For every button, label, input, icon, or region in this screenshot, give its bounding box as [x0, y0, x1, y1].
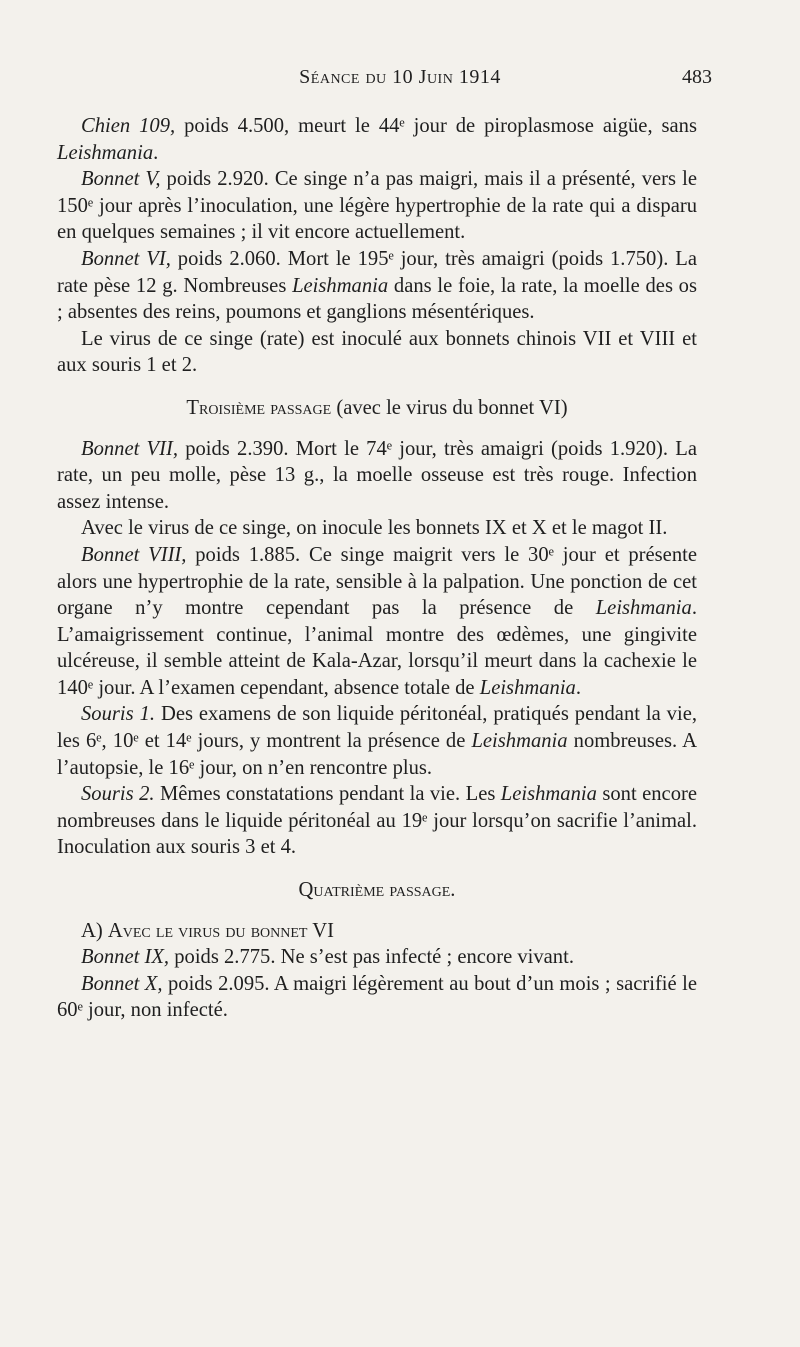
paragraph-chien-109: Chien 109, poids 4.500, meurt le 44ᵉ jour de piroplasmose aigüe, sans Leishmania.	[57, 115, 697, 164]
paragraph-bonnet-ix: Bonnet IX, poids 2.775. Ne s’est pas infecté ; encore vivant.	[81, 946, 574, 969]
page-header	[0, 66, 800, 96]
paragraph-bonnet-viii: Bonnet VIII, poids 1.885. Ce singe maigrit vers le 30ᵉ jour et présente alors une hypertrophie de la rate, sensible à la palpation. Une ponction de cet organe n’y montre cependant pas la présence de Leishmania. L’amaigrissement continue, l’animal montre des œdèmes, une gingivite ulcéreuse, il semble atteint de Kala-Azar, lorsqu’il meurt dans la cachexie le 140ᵉ jour. A l’examen cependant, absence totale de Leishmania.	[57, 543, 697, 699]
paragraph-bonnet-v: Bonnet V, poids 2.920. Ce singe n’a pas maigri, mais il a présenté, vers le 150ᵉ jour après l’inoculation, une légère hypertrophie de la rate qui a disparu en quelques semaines ; il vit encore actuellement.	[57, 168, 697, 244]
paragraph-souris-1: Souris 1. Des examens de son liquide péritonéal, pratiqués pendant la vie, les 6ᵉ, 10ᵉ et 14ᵉ jours, y montrent la présence de Leishmania nombreuses. A l’autopsie, le 16ᵉ jour, on n’en rencontre plus.	[57, 703, 698, 779]
paragraph-virus-singe: Avec le virus de ce singe, on inocule les bonnets IX et X et le magot II.	[81, 517, 668, 540]
paragraph-souris-2: Souris 2. Mêmes constatations pendant la vie. Les Leishmania sont encore nombreuses dans le liquide péritonéal au 19ᵉ jour lorsqu’on sacrifie l’animal. Inoculation aux souris 3 et 4.	[57, 783, 697, 859]
page-number: 483	[682, 66, 712, 88]
subsection-title-a: A) Avec le virus du bonnet VI	[81, 919, 334, 942]
section-title-troisieme-passage: Troisième passage (avec le virus du bonnet VI)	[186, 396, 568, 419]
paragraph-bonnet-x: Bonnet X, poids 2.095. A maigri légèrement au bout d’un mois ; sacrifié le 60ᵉ jour, non infecté.	[57, 972, 697, 1022]
section-title-quatrieme-passage: Quatrième passage.	[298, 879, 456, 902]
paragraph-virus-inoculation: Le virus de ce singe (rate) est inoculé aux bonnets chinois VII et VIII et aux souris 1 et 2.	[57, 327, 697, 377]
paragraph-bonnet-vii: Bonnet VII, poids 2.390. Mort le 74ᵉ jour, très amaigri (poids 1.920). La rate, un peu molle, pèse 13 g., la moelle osseuse est très rouge. Infection assez intense.	[57, 437, 697, 513]
running-head: Séance du 10 Juin 1914	[299, 66, 501, 88]
paragraph-bonnet-vi: Bonnet VI, poids 2.060. Mort le 195ᵉ jour, très amaigri (poids 1.750). La rate pèse 12 g. Nombreuses Leishmania dans le foie, la rate, la moelle des os ; absentes des reins, poumons et ganglions mésentériques.	[57, 247, 697, 324]
body-text	[57, 113, 697, 1024]
